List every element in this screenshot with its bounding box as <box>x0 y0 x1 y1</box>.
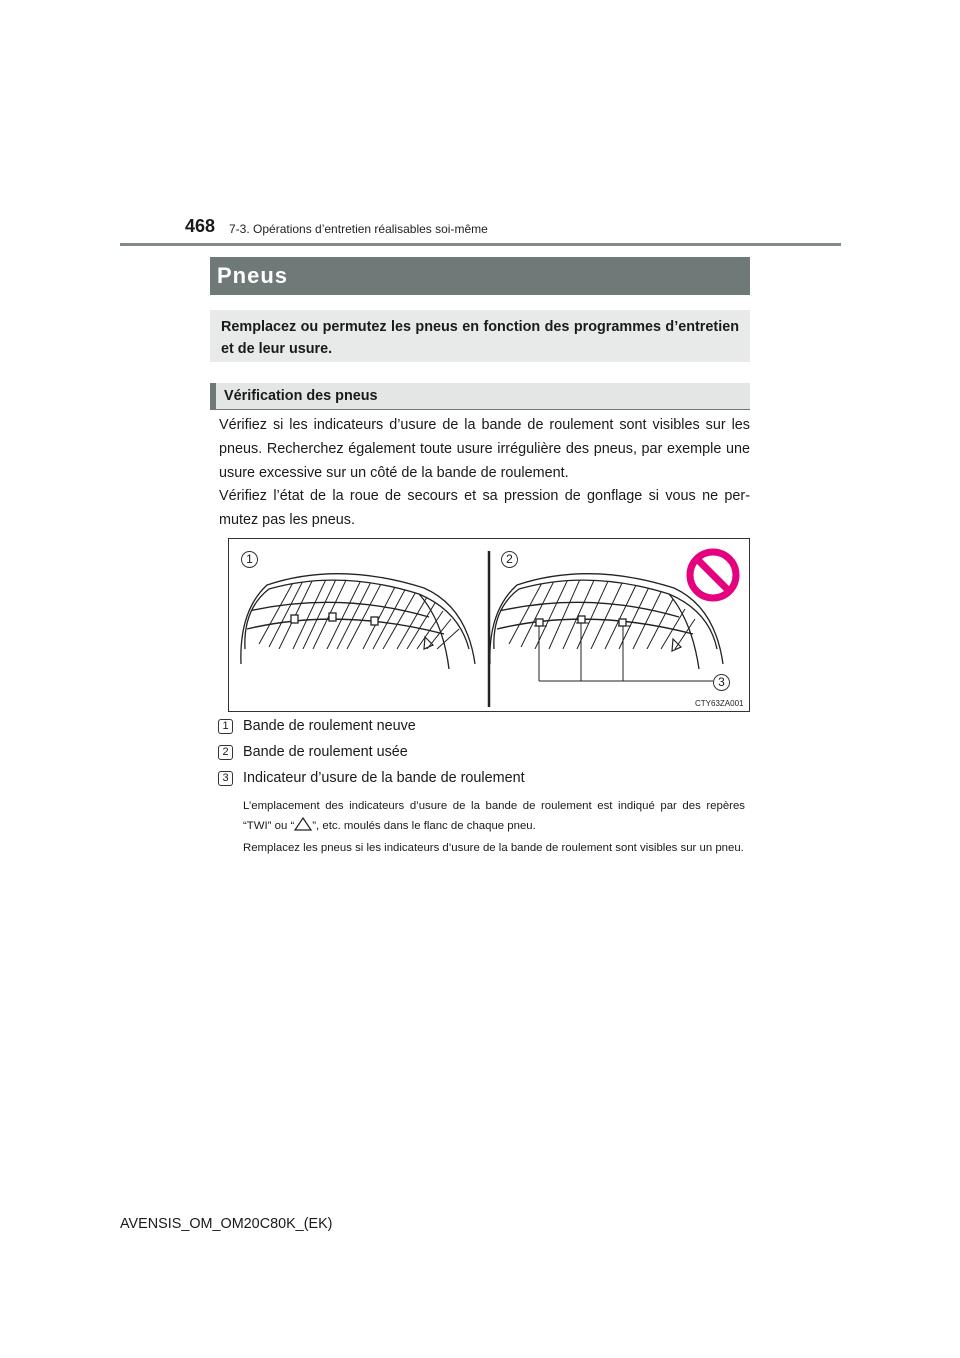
figure-callout-3: 3 <box>713 674 730 691</box>
tire-illustration <box>229 539 749 711</box>
page-title: Pneus <box>217 263 289 288</box>
figure-callout-1: 1 <box>241 551 258 568</box>
sub-heading-text: Vérification des pneus <box>224 388 378 404</box>
intro-text: Remplacez ou permutez les pneus en fonction des programmes d’entretien et de leur usure. <box>221 319 739 357</box>
legend-number-1: 1 <box>218 719 233 734</box>
title-band <box>210 257 750 295</box>
tire-figure <box>228 538 750 712</box>
legend-number-2: 2 <box>218 745 233 760</box>
prohibited-icon <box>690 552 736 598</box>
legend-text-3: Indicateur d’usure de la bande de roulement <box>243 770 525 786</box>
figure-callout-2: 2 <box>501 551 518 568</box>
note-1-before: L’emplacement des indicateurs d’usure de la bande de roulement est indiqué par des repères “TWI” ou “ <box>243 800 745 832</box>
header-rule <box>120 243 841 246</box>
legend-number-3: 3 <box>218 771 233 786</box>
page-number: 468 <box>185 216 216 236</box>
legend-text-1: Bande de roulement neuve <box>243 718 416 734</box>
paragraph-2: Vérifiez l’état de la roue de secours et sa pression de gonflage si vous ne per-mutez pas les pneus. <box>219 488 750 528</box>
intro-box <box>210 310 750 362</box>
section-reference: 7-3. Opérations d’entretien réalisables soi-même <box>229 222 488 236</box>
note-2: Remplacez les pneus si les indicateurs d’usure de la bande de roulement sont visibles sur un pneu. <box>243 842 744 854</box>
sub-heading-bar <box>210 383 216 409</box>
triangle-icon <box>294 817 312 831</box>
paragraph-1: Vérifiez si les indicateurs d’usure de la bande de roulement sont visibles sur les pneus. Recherchez également toute usure irrégulière des pneus, par exemple une usure excessive sur un côté de la bande de roulement. <box>219 417 750 481</box>
note-1 <box>243 796 745 836</box>
worn-tread-tire <box>490 574 723 681</box>
footer-code: AVENSIS_OM_OM20C80K_(EK) <box>120 1216 333 1232</box>
sub-heading <box>210 383 750 410</box>
figure-code: CTY63ZA001 <box>695 699 744 708</box>
note-1-after: ”, etc. moulés dans le flanc de chaque pneu. <box>312 820 536 832</box>
legend-text-2: Bande de roulement usée <box>243 744 408 760</box>
new-tread-tire <box>241 573 475 669</box>
